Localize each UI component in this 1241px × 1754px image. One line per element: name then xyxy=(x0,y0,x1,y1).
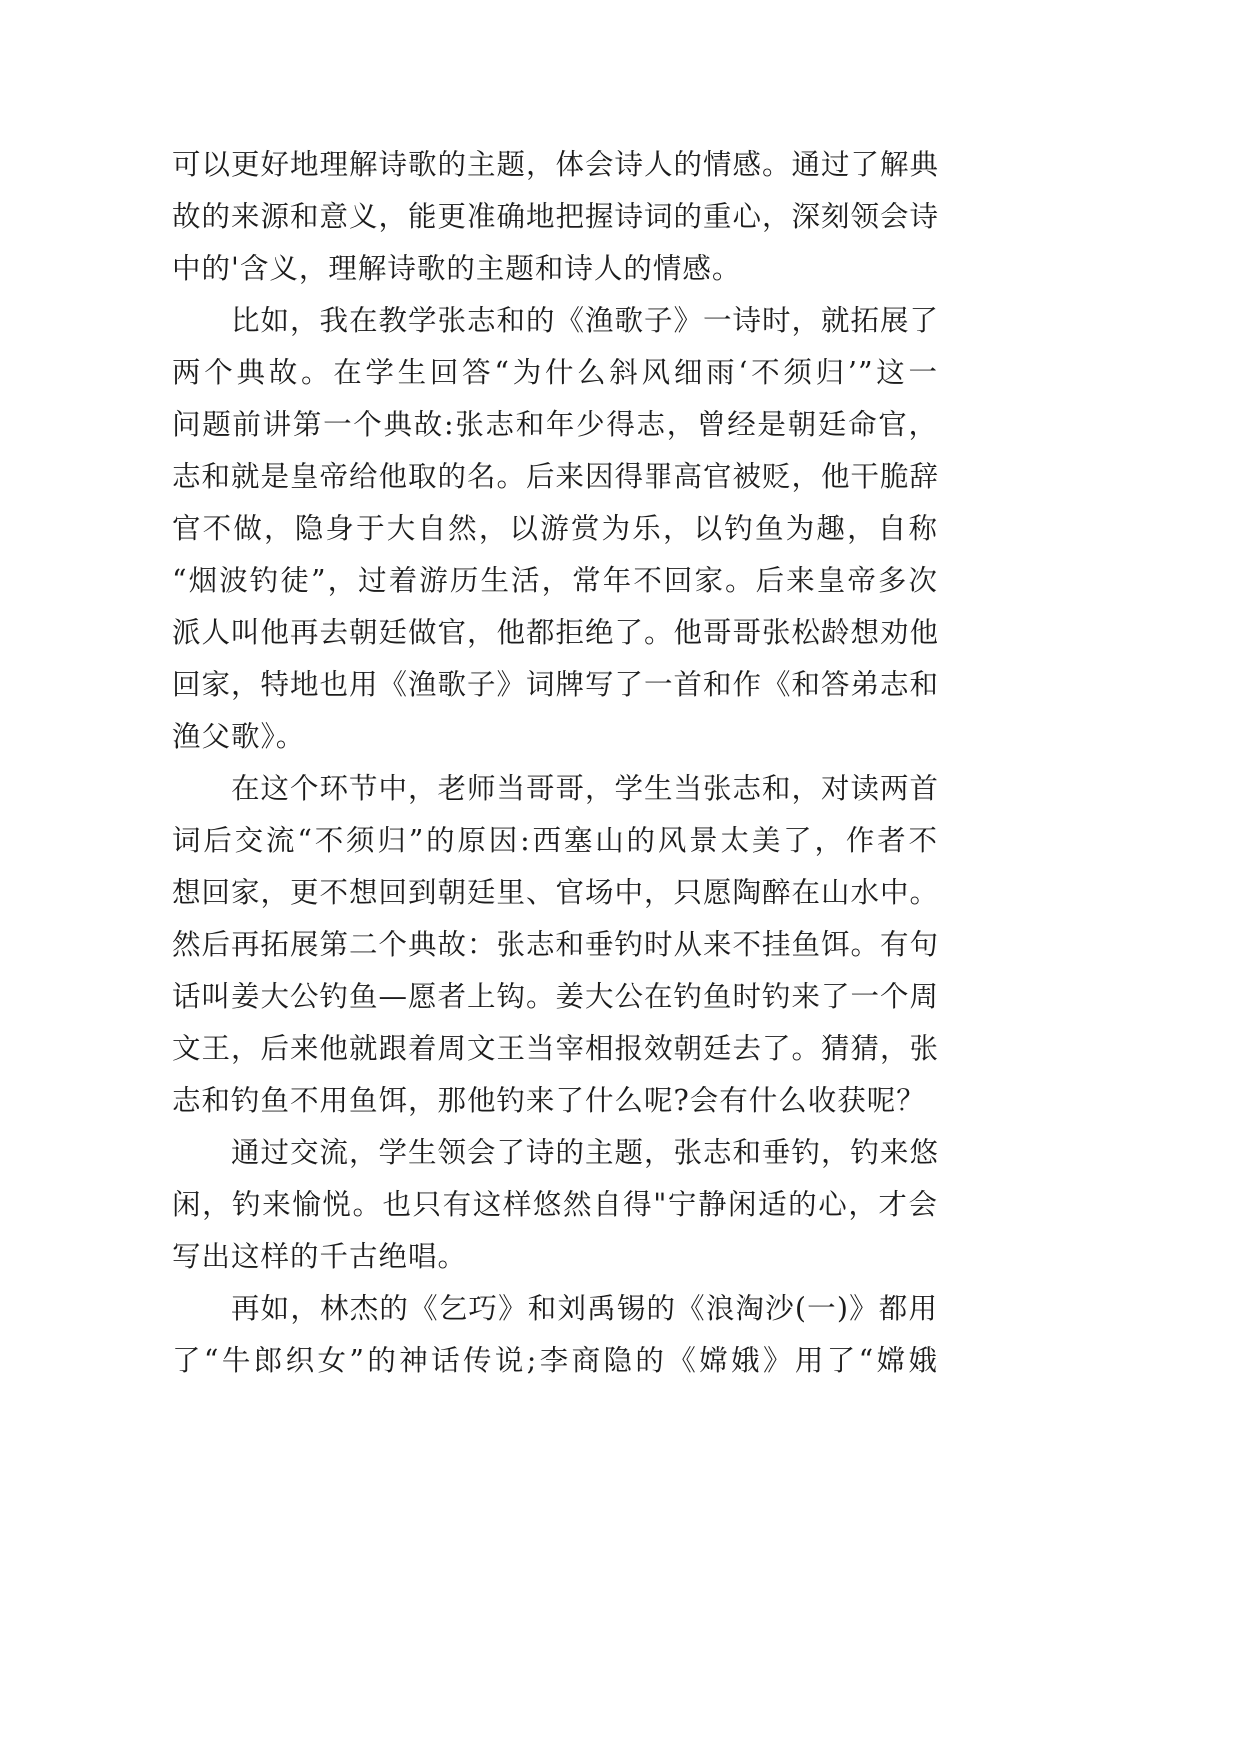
text-line: 比如，我在教学张志和的《渔歌子》一诗时，就拓展了 xyxy=(231,304,940,337)
text-line: 派人叫他再去朝廷做官，他都拒绝了。他哥哥张松龄想劝他 xyxy=(172,616,940,649)
document-page xyxy=(172,139,938,1387)
text-line: 志和钓鱼不用鱼饵，那他钓来了什么呢?会有什么收获呢？ xyxy=(172,1084,926,1117)
text-line: 闲，钓来愉悦。也只有这样悠然自得"宁静闲适的心，才会 xyxy=(172,1188,938,1221)
text-line: 回家，特地也用《渔歌子》词牌写了一首和作《和答弟志和 xyxy=(172,668,940,701)
text-line: 词后交流“不须归”的原因:西塞山的风景太美了，作者不 xyxy=(172,824,938,857)
text-line: 两个典故。在学生回答“为什么斜风细雨‘不须归’”这一 xyxy=(172,356,938,389)
text-line: 志和就是皇帝给他取的名。后来因得罪高官被贬，他干脆辞 xyxy=(172,460,940,493)
text-line: 然后再拓展第二个典故：张志和垂钓时从来不挂鱼饵。有句 xyxy=(172,928,940,961)
text-line: 故的来源和意义，能更准确地把握诗词的重心，深刻领会诗 xyxy=(172,200,940,233)
text-line: 官不做，隐身于大自然，以游赏为乐，以钓鱼为趣，自称 xyxy=(172,512,938,545)
paragraph xyxy=(172,139,938,295)
text-line: 想回家，更不想回到朝廷里、官场中，只愿陶醉在山水中。 xyxy=(172,876,940,909)
text-line: 文王，后来他就跟着周文王当宰相报效朝廷去了。猜猜，张 xyxy=(172,1032,940,1065)
text-line: 写出这样的千古绝唱。 xyxy=(172,1240,468,1273)
paragraph xyxy=(172,763,938,1127)
text-line: 了“牛郎织女”的神话传说;李商隐的《嫦娥》用了“嫦娥 xyxy=(172,1344,938,1377)
text-line: 通过交流，学生领会了诗的主题，张志和垂钓，钓来悠 xyxy=(231,1136,940,1169)
text-line: 可以更好地理解诗歌的主题，体会诗人的情感。通过了解典 xyxy=(172,148,940,181)
text-line: 渔父歌》。 xyxy=(172,720,306,753)
paragraph xyxy=(172,1127,938,1283)
text-line: “烟波钓徒”，过着游历生活，常年不回家。后来皇帝多次 xyxy=(172,564,938,597)
text-line: 再如，林杰的《乞巧》和刘禹锡的《浪淘沙(一)》都用 xyxy=(231,1292,938,1325)
text-line: 问题前讲第一个典故:张志和年少得志，曾经是朝廷命官， xyxy=(172,408,938,441)
paragraph xyxy=(172,1283,938,1387)
text-line: 中的'含义，理解诗歌的主题和诗人的情感。 xyxy=(172,252,742,285)
paragraph xyxy=(172,295,938,763)
text-line: 话叫姜大公钓鱼—愿者上钩。姜大公在钓鱼时钓来了一个周 xyxy=(172,980,940,1013)
text-line: 在这个环节中，老师当哥哥，学生当张志和，对读两首 xyxy=(231,772,940,805)
